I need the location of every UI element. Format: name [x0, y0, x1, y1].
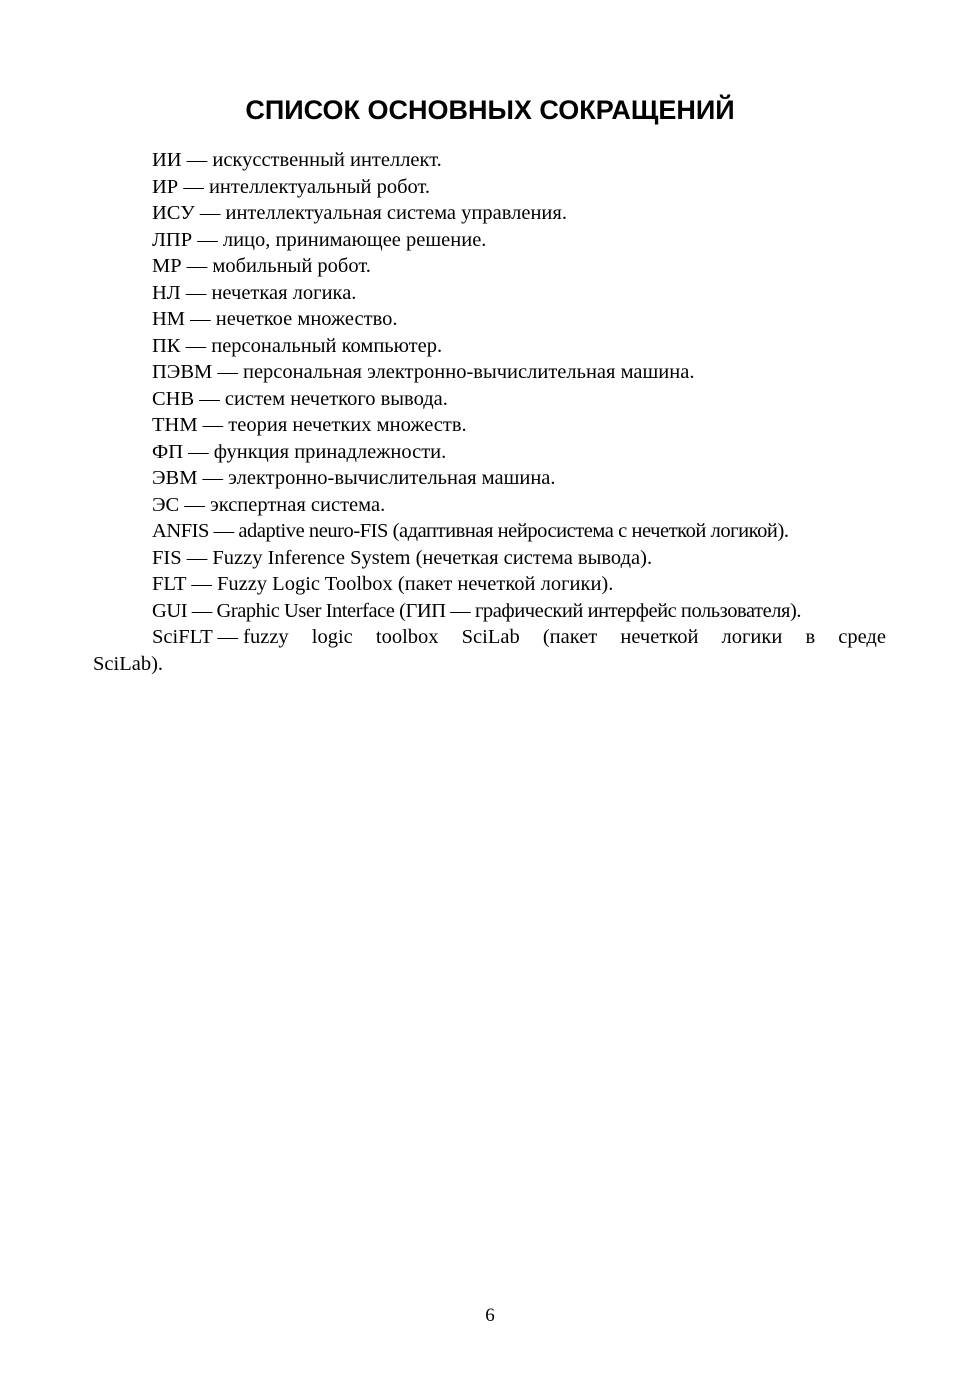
page-title: СПИСОК ОСНОВНЫХ СОКРАЩЕНИЙ [245, 95, 735, 125]
sciflt-word: SciLab [461, 626, 520, 648]
abbreviation-item: ANFIS — adaptive neuro-FIS (адаптивная нейросистема с нечеткой логикой). [152, 520, 789, 542]
abbreviation-item: ЛПР — лицо, принимающее решение. [152, 228, 487, 251]
sciflt-word: среде [838, 626, 886, 648]
page-number: 6 [485, 1305, 495, 1326]
sciflt-word: в [805, 626, 816, 648]
sciflt-word: (пакет [542, 626, 598, 648]
sciflt-word: SciFLT — fuzzy [152, 626, 289, 648]
sciflt-line-first [93, 624, 886, 651]
abbreviation-item: ПК — персональный компьютер. [152, 334, 443, 357]
abbreviation-item: ФП — функция принадлежности. [152, 440, 447, 463]
abbreviation-item: МР — мобильный робот. [152, 255, 371, 277]
abbreviation-item: ТНМ — теория нечетких множеств. [152, 414, 467, 436]
abbreviation-item: ИР — интеллектуальный робот. [152, 175, 431, 198]
abbreviation-item: ИСУ — интеллектуальная система управления. [152, 202, 567, 224]
abbreviation-item: ЭВМ — электронно-вычислительная машина. [152, 467, 556, 489]
abbreviation-item: ПЭВМ — персональная электронно-вычислительная машина. [152, 361, 695, 383]
abbreviation-item: НМ — нечеткое множество. [152, 308, 398, 330]
abbreviation-item: НЛ — нечеткая логика. [152, 281, 357, 304]
sciflt-word: logic [311, 626, 353, 648]
abbreviation-item: FLT — Fuzzy Logic Toolbox (пакет нечеткой логики). [152, 573, 614, 595]
abbreviation-item: ЭС — экспертная система. [152, 493, 386, 516]
sciflt-line-continuation: SciLab). [93, 652, 164, 675]
abbreviation-item: ИИ — искусственный интеллект. [152, 149, 442, 171]
abbreviation-item: FIS — Fuzzy Inference System (нечеткая система вывода). [152, 546, 653, 569]
sciflt-word: нечеткой [620, 626, 699, 648]
abbreviation-item-sciflt [93, 624, 886, 677]
abbreviation-list [93, 147, 886, 677]
abbreviation-item: СНВ — систем нечеткого вывода. [152, 387, 448, 410]
sciflt-word: логики [721, 626, 783, 648]
abbreviation-item: GUI — Graphic User Interface (ГИП — графический интерфейс пользователя). [152, 599, 802, 622]
sciflt-word: toolbox [375, 626, 439, 648]
